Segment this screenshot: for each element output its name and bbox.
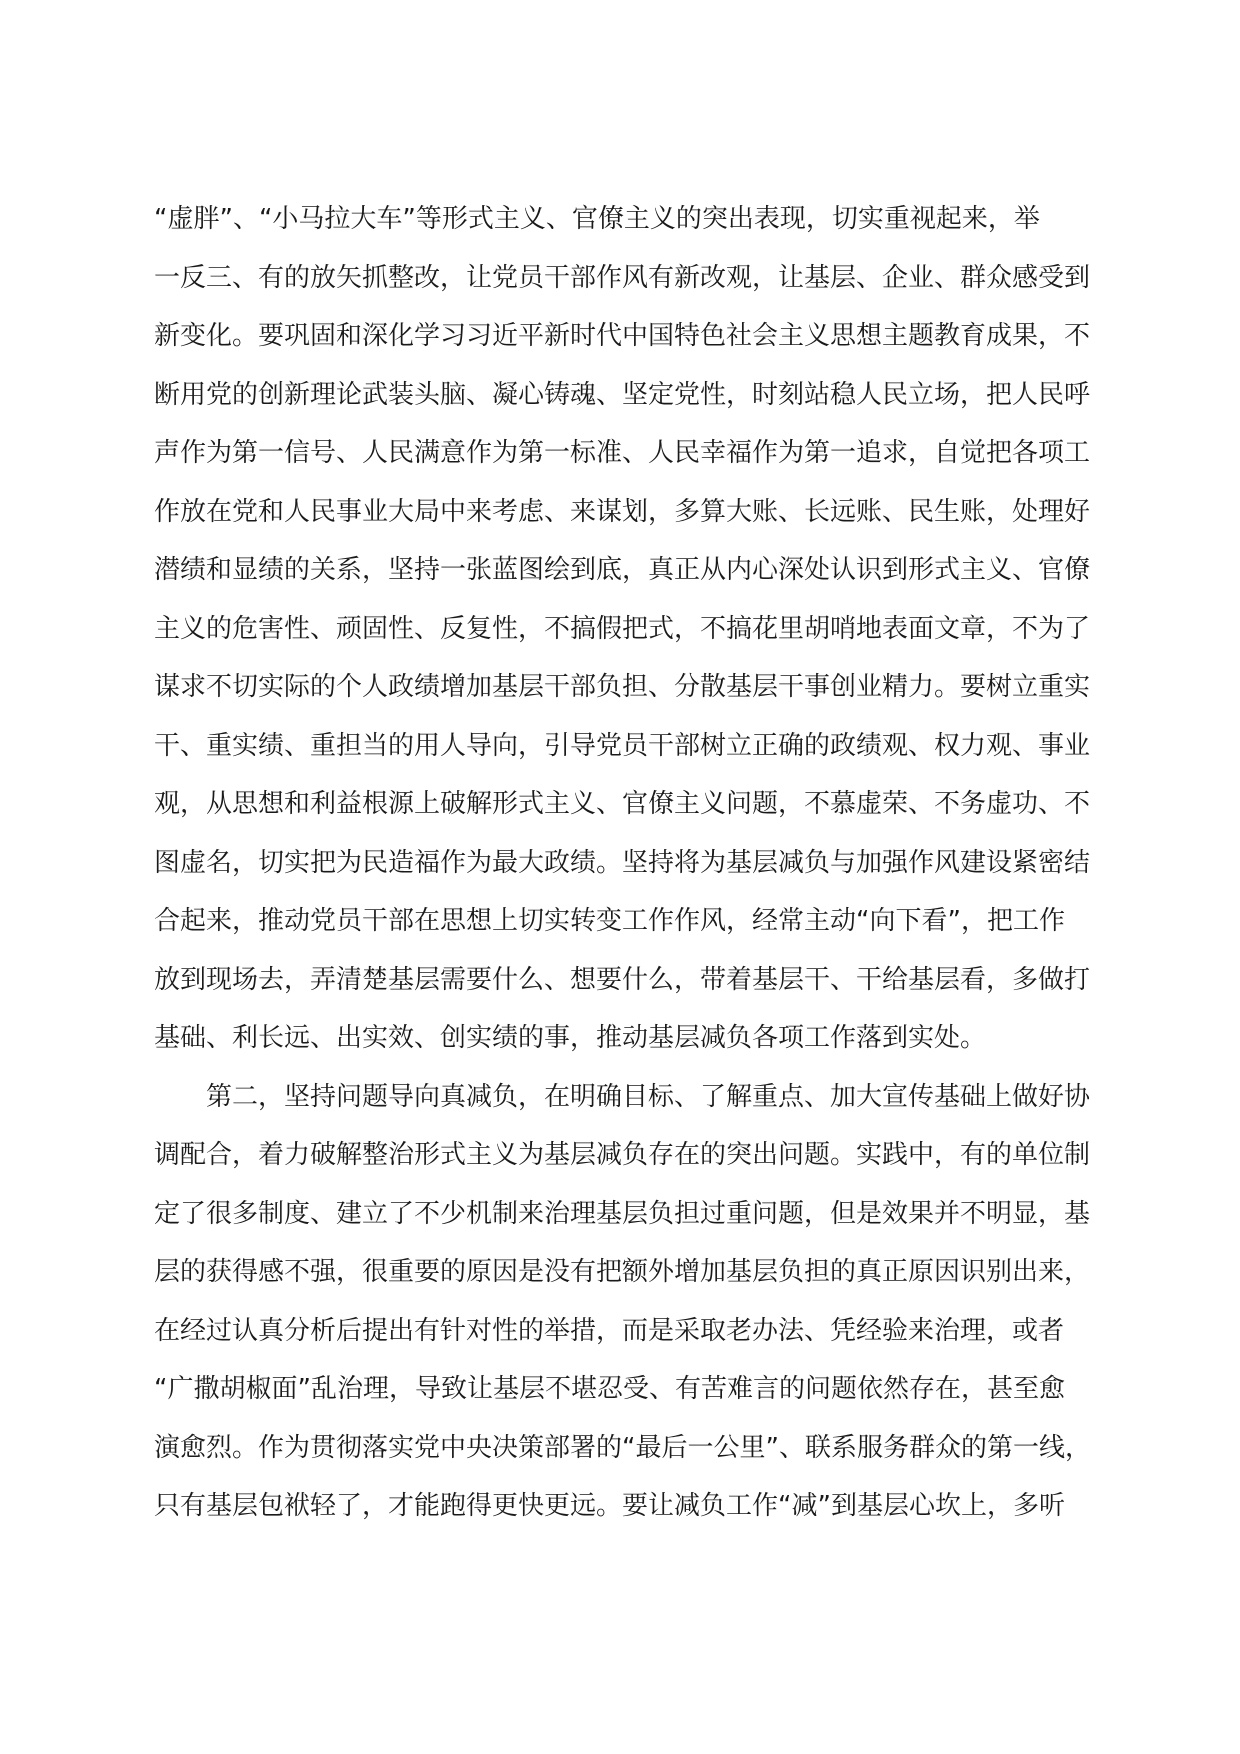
text-line: 在经过认真分析后提出有针对性的举措，而是采取老办法、凭经验来治理，或者 <box>154 1315 1065 1346</box>
text-line: 断用党的创新理论武装头脑、凝心铸魂、坚定党性，时刻站稳人民立场，把人民呼 <box>154 379 1091 410</box>
text-line: 作放在党和人民事业大局中来考虑、来谋划，多算大账、长远账、民生账，处理好 <box>154 496 1091 527</box>
text-line: 新变化。要巩固和深化学习习近平新时代中国特色社会主义思想主题教育成果，不 <box>154 321 1091 351</box>
text-line: 第二，坚持问题导向真减负，在明确目标、了解重点、加大宣传基础上做好协 <box>206 1081 1091 1112</box>
text-line: 观，从思想和利益根源上破解形式主义、官僚主义问题，不慕虚荣、不务虚功、不 <box>154 789 1091 819</box>
text-line: 潜绩和显绩的关系，坚持一张蓝图绘到底，真正从内心深处认识到形式主义、官僚 <box>154 555 1091 585</box>
text-line: 一反三、有的放矢抓整改，让党员干部作风有新改观，让基层、企业、群众感受到 <box>154 262 1091 293</box>
text-line: 定了很多制度、建立了不少机制来治理基层负担过重问题，但是效果并不明显，基 <box>154 1198 1091 1229</box>
text-line: 干、重实绩、重担当的用人导向，引导党员干部树立正确的政绩观、权力观、事业 <box>154 730 1091 761</box>
document-body <box>154 190 1091 1536</box>
text-line: 图虚名，切实把为民造福作为最大政绩。坚持将为基层减负与加强作风建设紧密结 <box>154 847 1091 878</box>
paragraph-2 <box>154 1068 1091 1536</box>
text-line: 基础、利长远、出实效、创实绩的事，推动基层减负各项工作落到实处。 <box>154 1023 987 1053</box>
text-line: 主义的危害性、顽固性、反复性，不搞假把式，不搞花里胡哨地表面文章，不为了 <box>154 613 1091 644</box>
text-line: 层的获得感不强，很重要的原因是没有把额外增加基层负担的真正原因识别出来， <box>154 1257 1091 1287</box>
text-line: “虚胖”、“小马拉大车”等形式主义、官僚主义的突出表现，切实重视起来，举 <box>154 204 1040 234</box>
text-line: 放到现场去，弄清楚基层需要什么、想要什么，带着基层干、干给基层看，多做打 <box>154 964 1091 995</box>
text-line: “广撒胡椒面”乱治理，导致让基层不堪忍受、有苦难言的问题依然存在，甚至愈 <box>154 1374 1065 1404</box>
paragraph-1 <box>154 190 1091 1068</box>
text-line: 只有基层包袱轻了，才能跑得更快更远。要让减负工作“减”到基层心坎上，多听 <box>154 1491 1065 1521</box>
text-line: 演愈烈。作为贯彻落实党中央决策部署的“最后一公里”、联系服务群众的第一线， <box>154 1432 1091 1463</box>
text-line: 谋求不切实际的个人政绩增加基层干部负担、分散基层干事创业精力。要树立重实 <box>154 672 1091 702</box>
text-line: 声作为第一信号、人民满意作为第一标准、人民幸福作为第一追求，自觉把各项工 <box>154 438 1091 468</box>
text-line: 合起来，推动党员干部在思想上切实转变工作作风，经常主动“向下看”，把工作 <box>154 906 1065 936</box>
text-line: 调配合，着力破解整治形式主义为基层减负存在的突出问题。实践中，有的单位制 <box>154 1140 1091 1170</box>
